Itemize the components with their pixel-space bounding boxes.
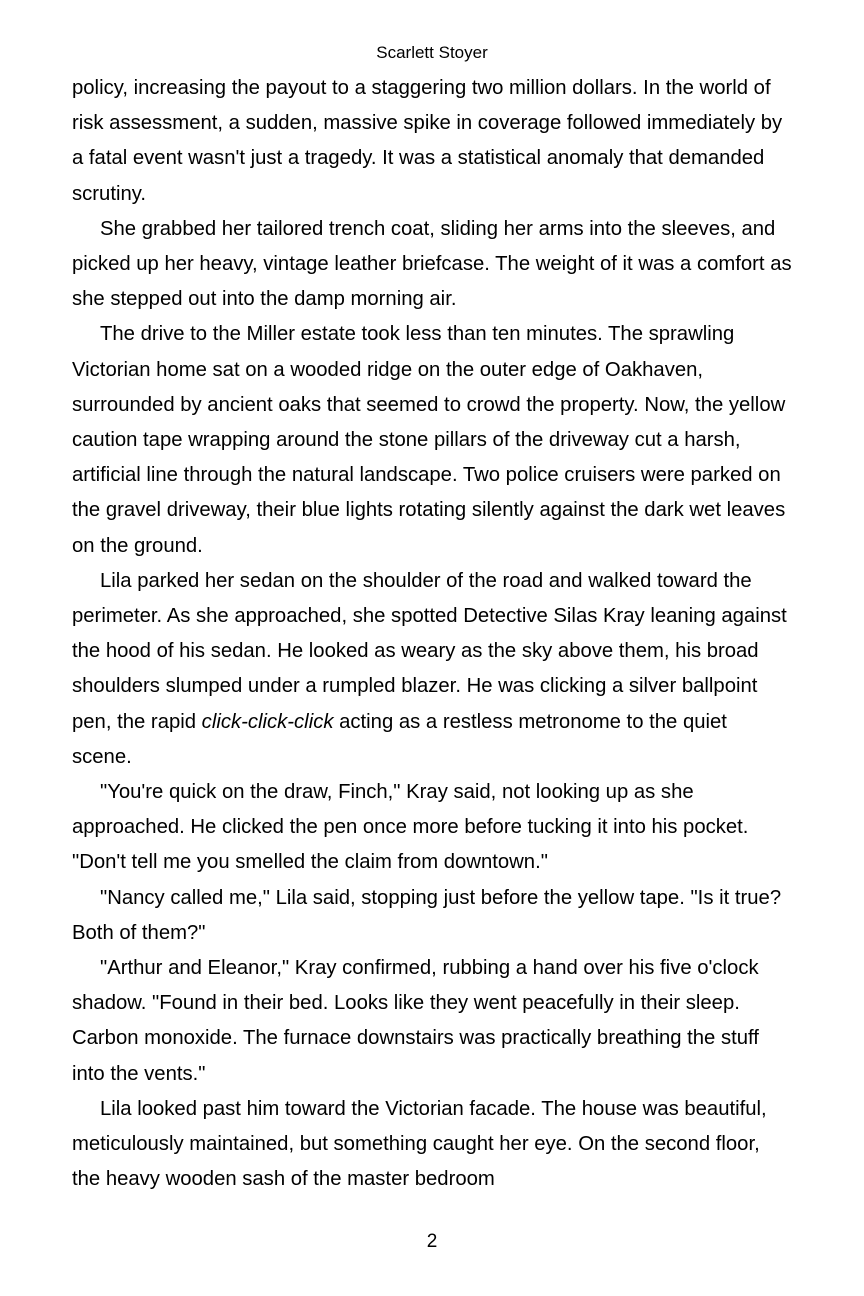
paragraph-8: Lila looked past him toward the Victorian facade. The house was beautiful, meticulously maintained, but something caught her eye. On the second floor, the heavy wooden sash of the master bedroom: [72, 1097, 767, 1191]
paragraph-6: "Nancy called me," Lila said, stopping just before the yellow tape. "Is it true? Both of them?": [72, 886, 782, 944]
paragraph-3: The drive to the Miller estate took less than ten minutes. The sprawling Victorian home sat on a wooded ridge on the outer edge of Oakhaven, surrounded by ancient oaks that seemed to crowd the property. Now, the yellow caution tape wrapping around the stone pillars of the driveway cut a harsh, artificial line through the natural landscape. Two police cruisers were parked on the gravel driveway, their blue lights rotating silently against the dark wet leaves on the ground.: [72, 323, 786, 557]
paragraph-7: "Arthur and Eleanor," Kray confirmed, rubbing a hand over his five o'clock shadow. "Found in their bed. Looks like they went peacefully in their sleep. Carbon monoxide. The furnace downstairs was practically breathing the stuff into the vents.": [72, 957, 759, 1085]
paragraph-4: [72, 564, 792, 775]
paragraph-4-text-end: acting as a restless metronome to the quiet scene.: [72, 710, 727, 768]
paragraph-5: "You're quick on the draw, Finch," Kray said, not looking up as she approached. He clicked the pen once more before tucking it into his pocket. "Don't tell me you smelled the claim from downtown.": [72, 781, 749, 874]
page-body-text: [72, 71, 792, 1198]
paragraph-1: policy, increasing the payout to a staggering two million dollars. In the world of risk assessment, a sudden, massive spike in coverage followed immediately by a fatal event wasn't just a tragedy. It was a statistical anomaly that demanded scrutiny.: [72, 77, 783, 205]
paragraph-4-text-start: Lila parked her sedan on the shoulder of the road and walked toward the perimeter. As she approached, she spotted Detective Silas Kray leaning against the hood of his sedan. He looked as weary as the sky above them, his broad shoulders slumped under a rumpled blazer. He was clicking a silver ballpoint pen, the rapid: [72, 569, 787, 733]
running-header-author: Scarlett Stoyer: [376, 43, 488, 62]
paragraph-4-italic-sound: click-click-click: [201, 710, 334, 733]
page-number: 2: [426, 1231, 438, 1252]
paragraph-2: She grabbed her tailored trench coat, sliding her arms into the sleeves, and picked up her heavy, vintage leather briefcase. The weight of it was a comfort as she stepped out into the damp morning air.: [72, 217, 792, 311]
